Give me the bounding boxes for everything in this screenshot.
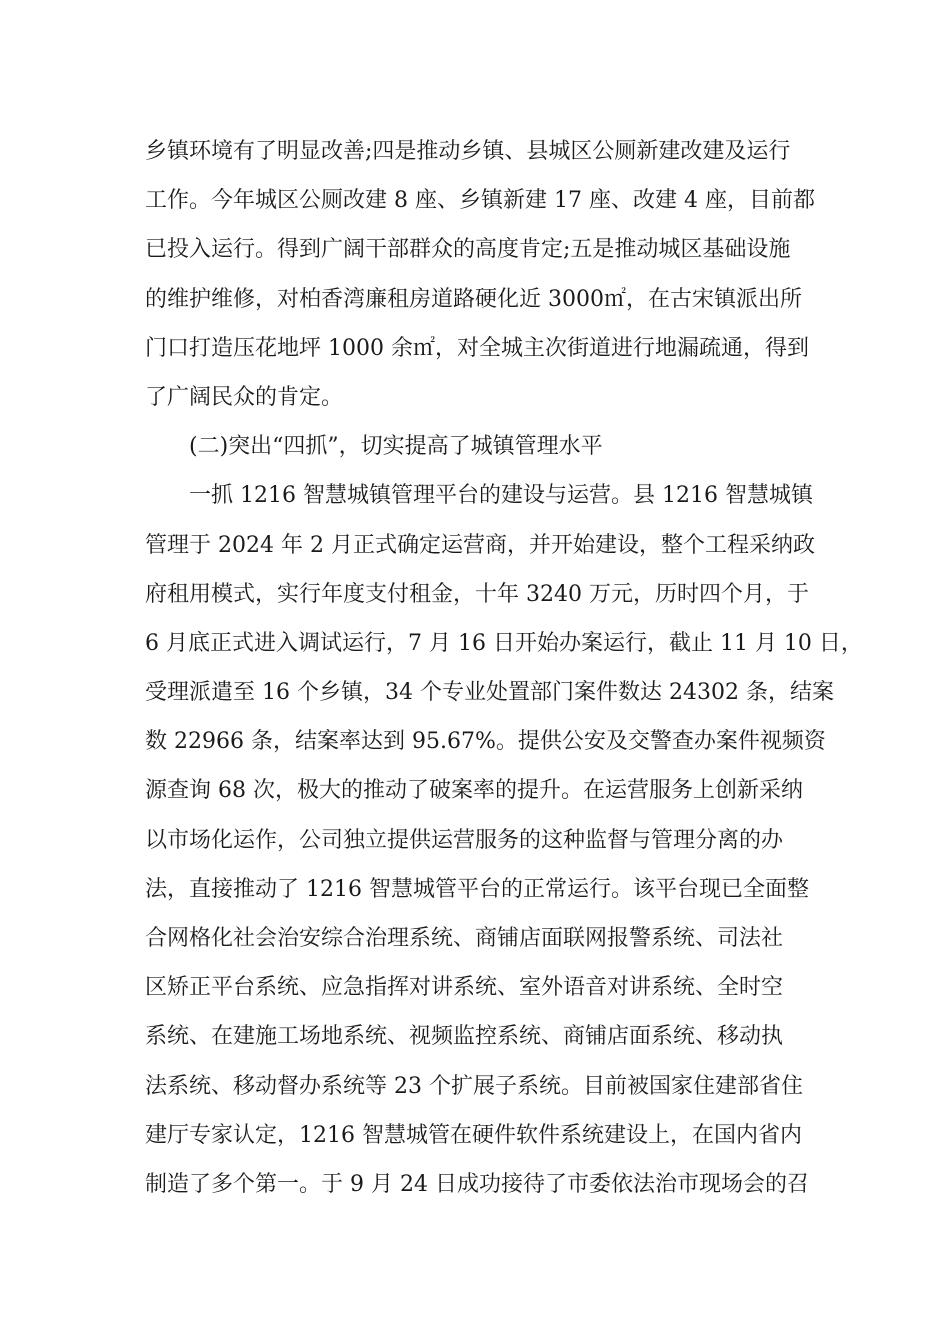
body-line: 制造了多个第一。于 9 月 24 日成功接待了市委依法治市现场会的召 <box>145 1171 809 1197</box>
body-line: 法系统、移动督办系统等 23 个扩展子系统。目前被国家住建部省住 <box>145 1073 803 1099</box>
body-line: 已投入运行。得到广阔干部群众的高度肯定;五是推动城区基础设施 <box>145 237 791 263</box>
body-line: 府租用模式，实行年度支付租金，十年 3240 万元，历时四个月，于 <box>145 581 809 607</box>
body-line: 6 月底正式进入调试运行，7 月 16 日开始办案运行，截止 11 月 10 日， <box>145 630 863 656</box>
body-line: 数 22966 条，结案率达到 95.67%。提供公安及交警查办案件视频资 <box>145 729 826 755</box>
body-line: 系统、在建施工场地系统、视频监控系统、商铺店面系统、移动执 <box>145 1024 784 1050</box>
section-heading: (二)突出“四抓”，切实提高了城镇管理水平 <box>189 434 603 460</box>
body-line: 合网格化社会治安综合治理系统、商铺店面联网报警系统、司法社 <box>145 926 784 951</box>
body-line: 法，直接推动了 1216 智慧城管平台的正常运行。该平台现已全面整 <box>145 876 809 902</box>
body-line: 以市场化运作，公司独立提供运营服务的这种监督与管理分离的办 <box>145 827 784 853</box>
body-line: 受理派遣至 16 个乡镇，34 个专业处置部门案件数达 24302 条，结案 <box>145 680 834 706</box>
body-line: 建厅专家认定，1216 智慧城管在硬件软件系统建设上，在国内省内 <box>145 1122 802 1148</box>
body-line: 乡镇环境有了明显改善;四是推动乡镇、县城区公厕新建改建及运行 <box>145 139 791 164</box>
document-body <box>145 127 863 1209</box>
body-line: 门口打造压花地坪 1000 余㎡，对全城主次街道进行地漏疏通，得到 <box>145 335 809 361</box>
body-line: 管理于 2024 年 2 月正式确定运营商，并开始建设，整个工程采纳政 <box>145 532 815 558</box>
body-line: 了广阔民众的肯定。 <box>145 384 344 410</box>
body-line: 源查询 68 次，极大的推动了破案率的提升。在运营服务上创新采纳 <box>145 778 803 804</box>
body-line: 的维护维修，对柏香湾廉租房道路硬化近 3000㎡，在古宋镇派出所 <box>145 286 802 312</box>
body-line: 工作。今年城区公厕改建 8 座、乡镇新建 17 座、改建 4 座，目前都 <box>145 188 815 214</box>
body-line: 区矫正平台系统、应急指挥对讲系统、室外语音对讲系统、全时空 <box>145 975 784 1001</box>
paragraph-first-line: 一抓 1216 智慧城镇管理平台的建设与运营。县 1216 智慧城镇 <box>189 483 813 509</box>
